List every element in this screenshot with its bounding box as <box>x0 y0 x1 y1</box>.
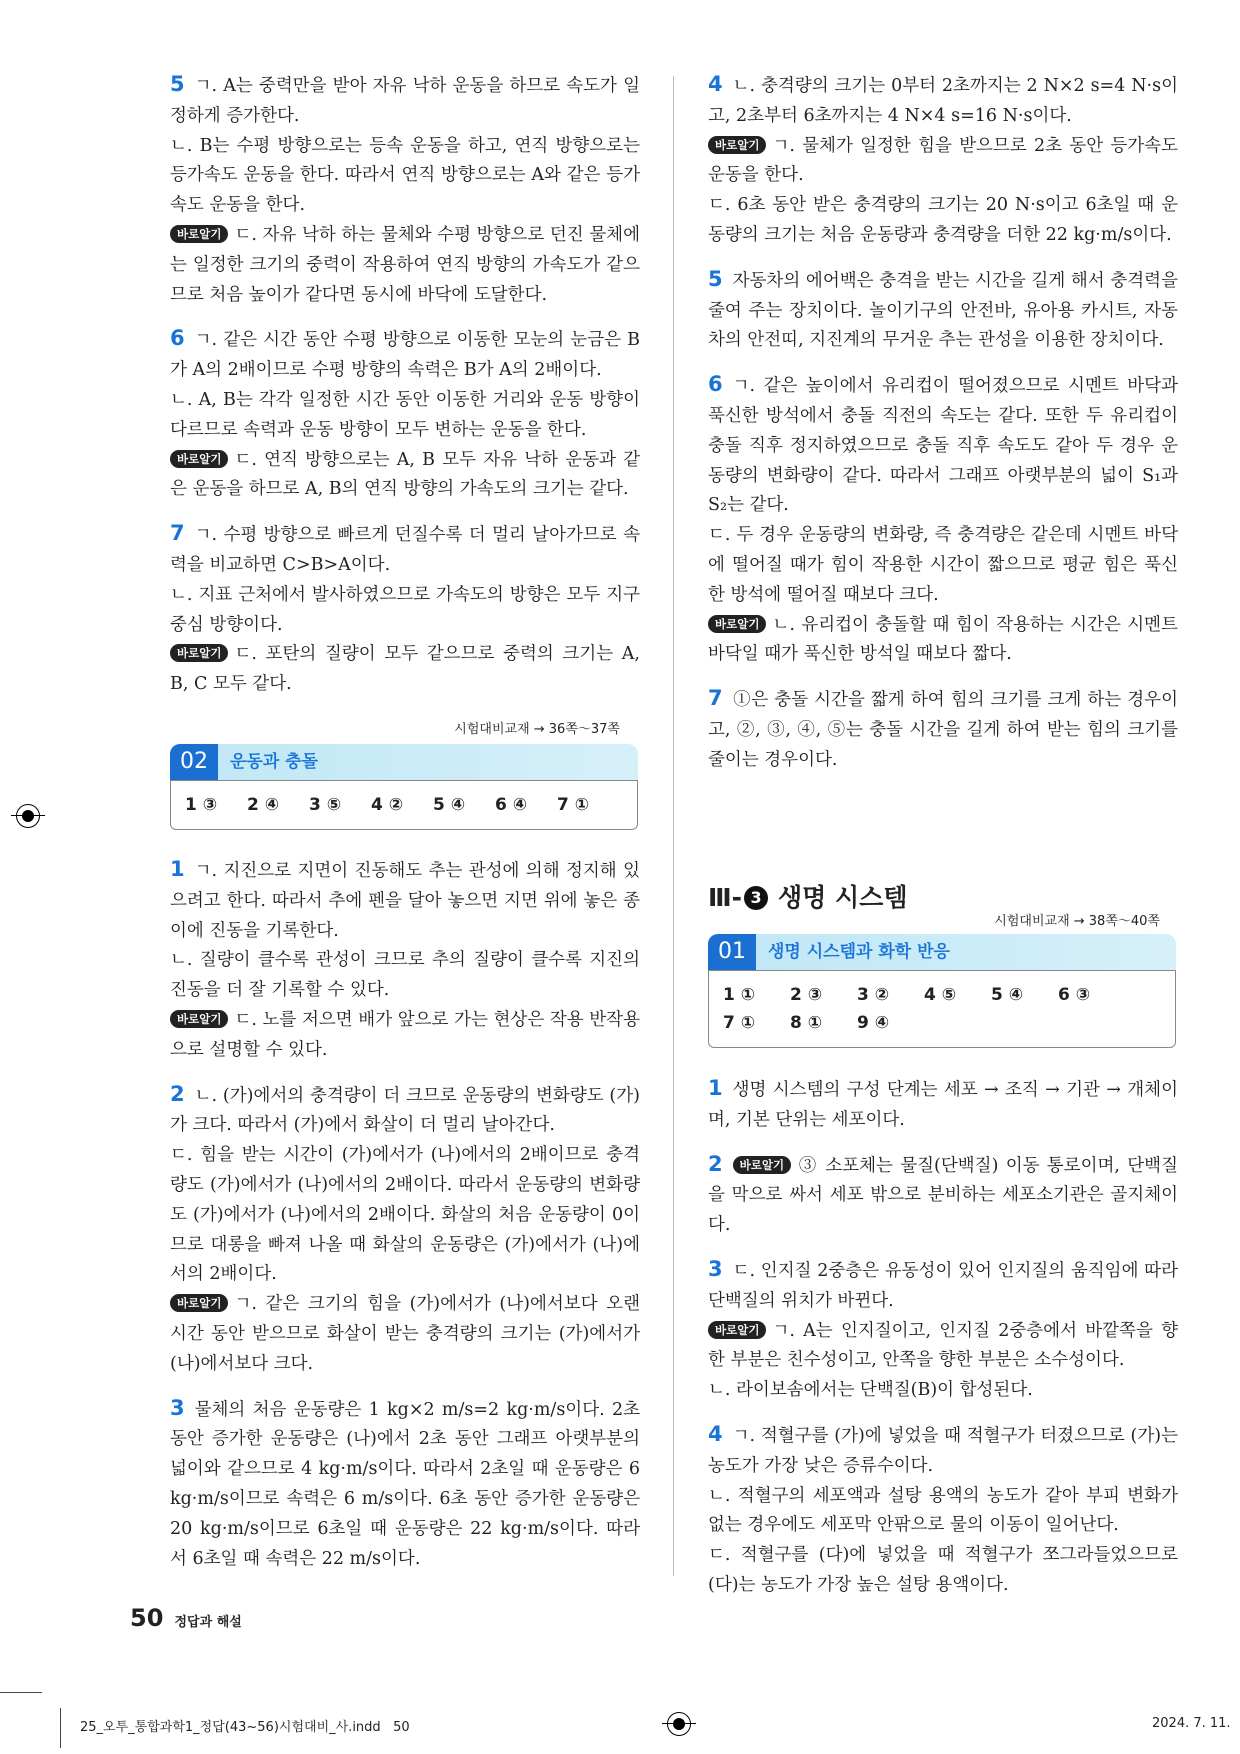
explanation-paragraph <box>170 1006 640 1066</box>
explanation-item <box>170 70 640 310</box>
explanation-paragraph <box>170 1394 640 1575</box>
footer-filename: 25_오투_통합과학1_정답(43~56)시험대비_사.indd 50 <box>80 1720 410 1735</box>
question-number: 5 <box>170 72 185 96</box>
section-title: 운동과 충돌 <box>230 752 319 772</box>
explanation-paragraph <box>708 370 1178 521</box>
correction-badge: 바로알기 <box>170 1294 228 1312</box>
chapter-circle-number: 3 <box>744 886 768 910</box>
answer: 4 ② <box>371 795 404 815</box>
explanation-item <box>708 1150 1178 1241</box>
question-number: 6 <box>170 326 185 351</box>
paragraph-text: ㄴ. A, B는 각각 일정한 시간 동안 이동한 거리와 운동 방향이 다르므로 속력과 운동 방향이 모두 변하는 운동을 한다. <box>170 389 640 440</box>
explanation-paragraph <box>170 324 640 386</box>
paragraph-text: ㄴ. (가)에서의 충격량이 더 크므로 운동량의 변화량도 (가)가 크다. 따라서 (가)에서 화살이 더 멀리 날아간다. <box>170 1085 640 1136</box>
section-code: 01 <box>708 934 756 970</box>
question-number: 4 <box>708 1421 723 1446</box>
paragraph-text: ①은 충돌 시간을 짧게 하여 힘의 크기를 크게 하는 경우이고, ②, ③, ④, ⑤는 충돌 시간을 길게 하여 받는 힘의 크기를 줄이는 경우이다. <box>708 690 1178 770</box>
explanation-item <box>708 70 1178 251</box>
explanation-item <box>170 1394 640 1575</box>
explanation-paragraph <box>170 221 640 310</box>
explanation-item <box>708 1420 1178 1601</box>
question-number: 1 <box>708 1076 723 1100</box>
section-title: 생명 시스템과 화학 반응 <box>768 942 950 962</box>
paragraph-text: ㄱ. 수평 방향으로 빠르게 던질수록 더 멀리 날아가므로 속력을 비교하면 C>B>A이다. <box>170 525 640 575</box>
correction-badge: 바로알기 <box>733 1156 791 1174</box>
explanation-paragraph <box>708 1255 1178 1317</box>
question-number: 2 <box>170 1081 185 1106</box>
paragraph-text: ㄴ. 라이보솜에서는 단백질(B)이 합성된다. <box>708 1380 1033 1401</box>
answer: 7 ① <box>723 1013 756 1033</box>
column-divider <box>673 76 674 1576</box>
answer: 7 ① <box>557 795 590 815</box>
chapter-title: 생명 시스템 <box>778 883 908 912</box>
footer-date: 2024. 7. 11. <box>1152 1716 1231 1731</box>
answer: 6 ④ <box>495 795 528 815</box>
paragraph-text: ㄷ. 6초 동안 받은 충격량의 크기는 20 N·s이고 6초일 때 운동량의 크기는 처음 운동량과 충격량을 더한 22 kg·m/s이다. <box>708 195 1178 245</box>
explanation-paragraph <box>170 519 640 581</box>
paragraph-text: ㄷ. 포탄의 질량이 모두 같으므로 중력의 크기는 A, B, C 모두 같다. <box>170 644 640 695</box>
explanation-paragraph <box>170 855 640 946</box>
page-number-area <box>130 1604 242 1632</box>
explanation-paragraph <box>708 1074 1178 1136</box>
explanation-item <box>708 1074 1178 1136</box>
explanation-paragraph <box>170 640 640 700</box>
question-number: 3 <box>170 1395 185 1420</box>
paragraph-text: ㄷ. 연직 방향으로는 A, B 모두 자유 낙하 운동과 같은 운동을 하므로 A, B의 연직 방향의 가속도의 크기는 같다. <box>170 449 640 500</box>
explanation-paragraph <box>170 132 640 221</box>
question-number: 2 <box>708 1151 723 1176</box>
answer: 1 ③ <box>185 795 218 815</box>
right-column-bottom <box>708 1074 1178 1615</box>
correction-badge: 바로알기 <box>708 615 766 633</box>
explanation-paragraph <box>170 1080 640 1142</box>
answer: 5 ④ <box>991 985 1024 1005</box>
crop-mark-line <box>0 1692 42 1693</box>
answer: 1 ① <box>723 985 756 1005</box>
paragraph-text: ㄱ. A는 중력만을 받아 자유 낙하 운동을 하므로 속도가 일정하게 증가한다. <box>170 76 640 126</box>
explanation-paragraph <box>708 611 1178 671</box>
paragraph-text: ㄴ. 지표 근처에서 발사하였으므로 가속도의 방향은 모두 지구 중심 방향이다. <box>170 584 640 635</box>
explanation-item <box>170 855 640 1066</box>
left-column-bottom <box>170 855 640 1588</box>
answer-list <box>170 780 638 830</box>
paragraph-text: ㄷ. 힘을 받는 시간이 (가)에서가 (나)에서의 2배이므로 충격량도 (가)에서가 (나)에서의 2배이다. 따라서 운동량의 변화량도 (가)에서가 (나)에서의 2배이다. 화살의 처음 운동량이 0이므로 대롱을 빠져 나올 때 화살의 운동량은 (가)에서가 (나)에서의 2배이다. <box>170 1145 640 1285</box>
paragraph-text: ㄴ. 적혈구의 세포액과 설탕 용액의 농도가 같아 부피 변화가 없는 경우에도 세포막 안팎으로 물의 이동이 일어난다. <box>708 1485 1178 1536</box>
answer: 5 ④ <box>433 795 466 815</box>
explanation-paragraph <box>708 1420 1178 1482</box>
paragraph-text: ㄱ. 같은 높이에서 유리컵이 떨어졌으므로 시멘트 바닥과 푹신한 방석에서 충돌 직전의 속도는 같다. 또한 두 유리컵이 충돌 직후 정지하였으므로 충돌 직후 속도도 같아 두 경우 운동량의 변화량이 같다. 따라서 그래프 아랫부분의 넓이 S₁과 S₂는 같다. <box>708 376 1178 516</box>
paragraph-text: ㄱ. A는 인지질이고, 인지질 2중층에서 바깥쪽을 향한 부분은 친수성이고, 안쪽을 향한 부분은 소수성이다. <box>708 1320 1178 1371</box>
answer-box-01 <box>708 934 1176 1048</box>
paragraph-text: ㄷ. 노를 저으면 배가 앞으로 가는 현상은 작용 반작용으로 설명할 수 있다. <box>170 1009 640 1060</box>
chapter-roman: Ⅲ- <box>708 883 743 912</box>
paragraph-text: 생명 시스템의 구성 단계는 세포 → 조직 → 기관 → 개체이며, 기본 단위는 세포이다. <box>708 1080 1178 1130</box>
explanation-paragraph <box>708 684 1178 775</box>
explanation-paragraph <box>708 1482 1178 1542</box>
answer-list <box>708 970 1176 1048</box>
right-column-top <box>708 70 1178 790</box>
registration-mark-icon <box>16 804 40 828</box>
correction-badge: 바로알기 <box>170 450 228 468</box>
paragraph-text: ㄱ. 물체가 일정한 힘을 받으므로 2초 동안 등가속도 운동을 한다. <box>708 135 1178 186</box>
paragraph-text: ㄴ. 충격량의 크기는 0부터 2초까지는 2 N×2 s=4 N·s이고, 2초부터 6초까지는 4 N×4 s=16 N·s이다. <box>708 76 1178 126</box>
answer: 3 ⑤ <box>309 795 342 815</box>
answer: 4 ⑤ <box>924 985 957 1005</box>
answer: 3 ② <box>857 985 890 1005</box>
answer: 2 ④ <box>247 795 280 815</box>
paragraph-text: ㄱ. 같은 크기의 힘을 (가)에서가 (나)에서보다 오랜 시간 동안 받으므로 화살이 받는 충격량의 크기는 (가)에서가 (나)에서보다 크다. <box>170 1294 640 1374</box>
explanation-paragraph <box>708 1541 1178 1601</box>
answer: 8 ① <box>790 1013 823 1033</box>
explanation-paragraph <box>708 132 1178 192</box>
explanation-paragraph <box>708 1150 1178 1241</box>
explanation-item <box>708 370 1178 670</box>
question-number: 7 <box>170 521 185 546</box>
explanation-paragraph <box>170 581 640 641</box>
question-number: 1 <box>170 857 185 881</box>
paragraph-text: ㄷ. 인지질 2중층은 유동성이 있어 인지질의 움직임에 따라 단백질의 위치가 바뀐다. <box>708 1260 1178 1311</box>
paragraph-text: ㄱ. 적혈구를 (가)에 넣었을 때 적혈구가 터졌으므로 (가)는 농도가 가장 낮은 증류수이다. <box>708 1425 1178 1476</box>
paragraph-text: ③ 소포체는 물질(단백질) 이동 통로이며, 단백질을 막으로 싸서 세포 밖으로 분비하는 세포소기관은 골지체이다. <box>708 1155 1178 1236</box>
explanation-paragraph <box>708 521 1178 610</box>
paragraph-text: 물체의 처음 운동량은 1 kg×2 m/s=2 kg·m/s이다. 2초 동안 증가한 운동량은 (나)에서 2초 동안 그래프 아랫부분의 넓이와 같으므로 4 kg·m/s이다. 따라서 2초일 때 운동량은 6 kg·m/s이므로 속력은 6 m/s이다. 6초 동안 증가한 운동량은 20 kg·m/s이므로 6초일 때 운동량은 22 kg·m/s이다. 따라서 6초일 때 속력은 22 m/s이다. <box>170 1399 640 1569</box>
section-02-reference: 시험대비교재 → 36쪽～37쪽 <box>454 722 620 737</box>
paragraph-text: 자동차의 에어백은 충격을 받는 시간을 길게 해서 충격력을 줄여 주는 장치이다. 놀이기구의 안전바, 유아용 카시트, 자동차의 안전띠, 지진계의 무거운 추는 관성을 이용한 장치이다. <box>708 270 1178 351</box>
explanation-paragraph <box>170 946 640 1006</box>
answer: 2 ③ <box>790 985 823 1005</box>
explanation-paragraph <box>170 70 640 132</box>
explanation-item <box>708 265 1178 356</box>
paragraph-text: ㄷ. 자유 낙하 하는 물체와 수평 방향으로 던진 물체에는 일정한 크기의 중력이 작용하여 연직 방향의 가속도가 같으므로 처음 높이가 같다면 동시에 바닥에 도달한다. <box>170 224 640 305</box>
correction-badge: 바로알기 <box>708 136 766 154</box>
section-code: 02 <box>170 744 218 780</box>
registration-mark-icon <box>667 1712 691 1736</box>
paragraph-text: ㄷ. 적혈구를 (다)에 넣었을 때 적혈구가 쪼그라들었으므로 (다)는 농도가 가장 높은 설탕 용액이다. <box>708 1545 1178 1595</box>
correction-badge: 바로알기 <box>170 1010 228 1028</box>
explanation-item <box>170 324 640 505</box>
question-number: 7 <box>708 686 723 711</box>
answer-box-header <box>170 744 638 780</box>
question-number: 5 <box>708 266 723 291</box>
question-number: 6 <box>708 372 723 397</box>
paragraph-text: ㄴ. 유리컵이 충돌할 때 힘이 작용하는 시간은 시멘트 바닥일 때가 푹신한 방석일 때보다 짧다. <box>708 614 1178 665</box>
explanation-paragraph <box>708 1376 1178 1406</box>
question-number: 4 <box>708 72 723 96</box>
answer-box-02 <box>170 744 638 830</box>
correction-badge: 바로알기 <box>170 225 228 243</box>
correction-badge: 바로알기 <box>708 1321 766 1339</box>
question-number: 3 <box>708 1256 723 1281</box>
left-column-top <box>170 70 640 714</box>
answer-box-header <box>708 934 1176 970</box>
explanation-paragraph <box>170 446 640 506</box>
chapter-heading <box>708 878 907 914</box>
paragraph-text: ㄱ. 같은 시간 동안 수평 방향으로 이동한 모눈의 눈금은 B가 A의 2배이므로 수평 방향의 속력은 B가 A의 2배이다. <box>170 330 640 381</box>
explanation-paragraph <box>170 386 640 446</box>
explanation-item <box>170 1080 640 1380</box>
correction-badge: 바로알기 <box>170 644 228 662</box>
explanation-paragraph <box>708 70 1178 132</box>
paragraph-text: ㄱ. 지진으로 지면이 진동해도 추는 관성에 의해 정지해 있으려고 한다. 따라서 추에 펜을 달아 놓으면 지면 위에 놓은 종이에 진동을 기록한다. <box>170 861 640 941</box>
explanation-item <box>708 684 1178 775</box>
section-01-reference: 시험대비교재 → 38쪽～40쪽 <box>994 914 1160 929</box>
explanation-paragraph <box>708 191 1178 251</box>
explanation-item <box>170 519 640 700</box>
page-number: 50 <box>130 1604 164 1632</box>
paragraph-text: ㄴ. B는 수평 방향으로는 등속 운동을 하고, 연직 방향으로는 등가속도 운동을 한다. 따라서 연직 방향으로는 A와 같은 등가속도 운동을 한다. <box>170 135 640 216</box>
paragraph-text: ㄴ. 질량이 클수록 관성이 크므로 추의 질량이 클수록 지진의 진동을 더 잘 기록할 수 있다. <box>170 950 640 1001</box>
answer: 6 ③ <box>1058 985 1091 1005</box>
crop-mark-vertical <box>60 1708 61 1748</box>
paragraph-text: ㄷ. 두 경우 운동량의 변화량, 즉 충격량은 같은데 시멘트 바닥에 떨어질 때가 힘이 작용한 시간이 짧으므로 평균 힘은 푹신한 방석에 떨어질 때보다 크다. <box>708 525 1178 605</box>
explanation-item <box>708 1255 1178 1406</box>
answer: 9 ④ <box>857 1013 890 1033</box>
explanation-paragraph <box>708 1317 1178 1377</box>
page-label: 정답과 해설 <box>174 1615 242 1630</box>
explanation-paragraph <box>170 1141 640 1290</box>
explanation-paragraph <box>708 265 1178 356</box>
explanation-paragraph <box>170 1290 640 1379</box>
